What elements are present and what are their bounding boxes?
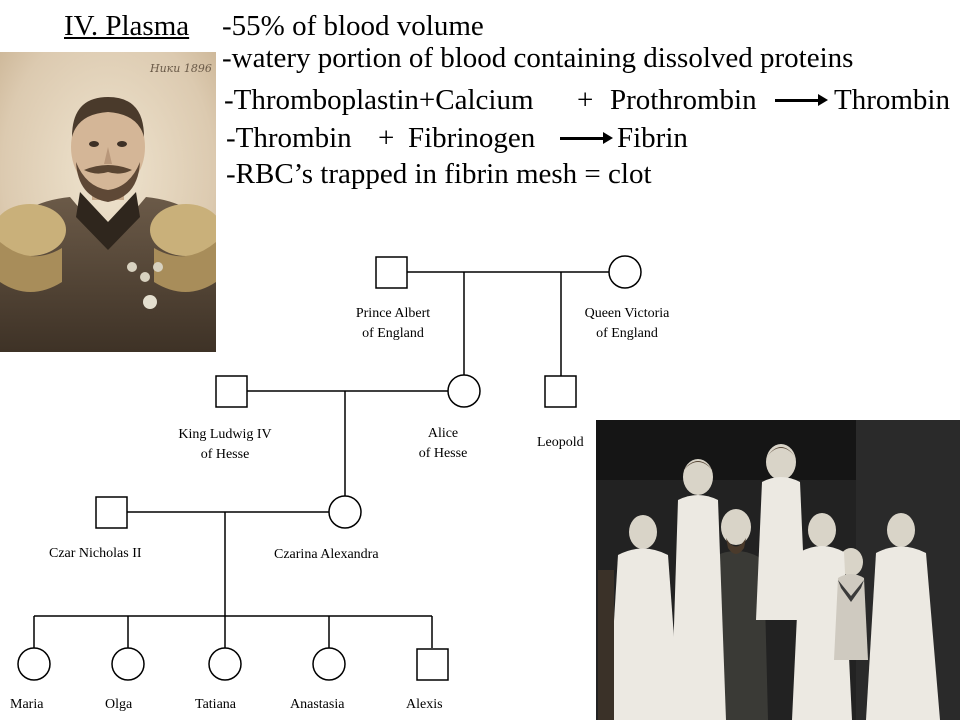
family-photo [596, 420, 960, 720]
label-prince-albert: Prince Albert of England [355, 306, 431, 341]
reaction1-prefix: -Thromboplastin+Calcium [224, 84, 534, 116]
olga-symbol [112, 648, 144, 680]
label-queen-victoria: Queen Victoria of England [584, 306, 670, 341]
label-leopold: Leopold [537, 435, 584, 450]
prince-albert-symbol [376, 257, 407, 288]
family-illustration [596, 420, 960, 720]
label-alice: Alice of Hesse [418, 426, 468, 461]
label-child-maria: Maria [10, 697, 44, 712]
maria-symbol [18, 648, 50, 680]
label-child-tatiana: Tatiana [195, 697, 236, 712]
bullet-watery: -watery portion of blood containing dissolved proteins [222, 42, 854, 74]
anastasia-symbol [313, 648, 345, 680]
bullet-clot: -RBC’s trapped in fibrin mesh = clot [226, 158, 652, 190]
reaction2-prefix: -Thrombin [226, 122, 352, 154]
label-king-ludwig: King Ludwig IV of Hesse [178, 427, 272, 462]
reaction1-product: Thrombin [834, 84, 950, 116]
king-ludwig-symbol [216, 376, 247, 407]
label-czar-nicholas: Czar Nicholas II [49, 546, 142, 561]
label-child-anastasia: Anastasia [290, 697, 345, 712]
tatiana-symbol [209, 648, 241, 680]
czarina-alexandra-symbol [329, 496, 361, 528]
reaction2-reactant: Fibrinogen [408, 122, 536, 154]
label-child-olga: Olga [105, 697, 133, 712]
reaction1-plus: + [577, 84, 594, 116]
label-child-alexis: Alexis [406, 697, 443, 712]
reaction2-product: Fibrin [617, 122, 688, 154]
queen-victoria-symbol [609, 256, 641, 288]
alexis-symbol [417, 649, 448, 680]
reaction2-plus: + [378, 122, 395, 154]
label-czarina-alexandra: Czarina Alexandra [274, 547, 379, 562]
bullet-volume: -55% of blood volume [222, 10, 484, 42]
czar-nicholas-symbol [96, 497, 127, 528]
section-heading: IV. Plasma [64, 10, 190, 42]
alice-symbol [448, 375, 480, 407]
reaction1-reactant: Prothrombin [610, 84, 757, 116]
leopold-symbol [545, 376, 576, 407]
portrait-handwriting: Ники 1896 [150, 62, 212, 75]
